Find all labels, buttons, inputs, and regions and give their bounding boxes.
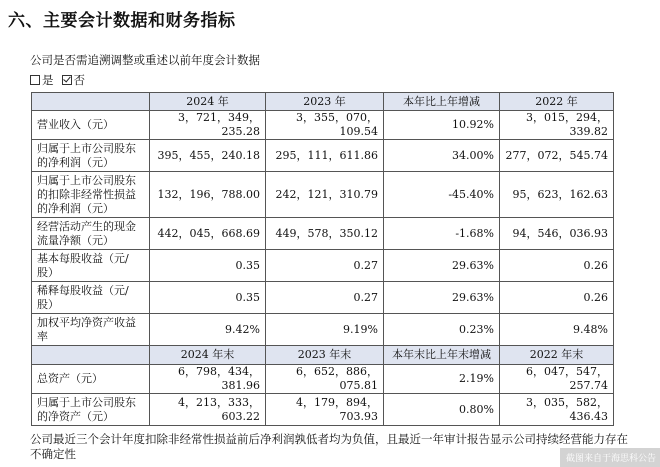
cell-value: 0.27: [266, 250, 384, 282]
header-cell: 2024 年: [150, 93, 266, 111]
table-row: [32, 282, 614, 314]
subheader-cell: 2023 年末: [266, 346, 384, 365]
cell-value: 34.00%: [384, 140, 500, 172]
restatement-question: 公司是否需追溯调整或重述以前年度会计数据: [30, 53, 260, 67]
row-label: 稀释每股收益（元/股）: [32, 282, 150, 314]
cell-value: 3，355，070，109.54: [266, 111, 384, 140]
cell-value: 95，623，162.63: [500, 172, 614, 218]
cell-value: 9.42%: [150, 314, 266, 346]
row-label: 经营活动产生的现金流量净额（元）: [32, 218, 150, 250]
row-label: 归属于上市公司股东的净利润（元）: [32, 140, 150, 172]
cell-value: 2.19%: [384, 365, 500, 394]
cell-value: 0.27: [266, 282, 384, 314]
header-cell: 本年比上年增减: [384, 93, 500, 111]
table-row: [32, 218, 614, 250]
cell-value: 6，047，547，257.74: [500, 365, 614, 394]
cell-value: 0.35: [150, 282, 266, 314]
row-label: 基本每股收益（元/股）: [32, 250, 150, 282]
cell-value: 295，111，611.86: [266, 140, 384, 172]
option-no[interactable]: [62, 72, 86, 88]
cell-value: 395，455，240.18: [150, 140, 266, 172]
table-subheader-row: [32, 346, 614, 365]
cell-value: 4，179，894，703.93: [266, 394, 384, 426]
table-row: [32, 172, 614, 218]
cell-value: 9.19%: [266, 314, 384, 346]
cell-value: 6，798，434，381.96: [150, 365, 266, 394]
cell-value: 0.80%: [384, 394, 500, 426]
footnote: 公司最近三个会计年度扣除非经常性损益前后净利润孰低者均为负值，且最近一年审计报告显示公司持续经营能力存在不确定性: [30, 432, 628, 461]
cell-value: 29.63%: [384, 282, 500, 314]
table-row: [32, 140, 614, 172]
subheader-cell: 本年末比上年末增减: [384, 346, 500, 365]
option-yes-label: 是: [42, 73, 54, 87]
row-label: 营业收入（元）: [32, 111, 150, 140]
table-header-row: [32, 93, 614, 111]
section-title: 六、主要会计数据和财务指标: [8, 11, 236, 31]
row-label: 归属于上市公司股东的净资产（元）: [32, 394, 150, 426]
cell-value: 0.23%: [384, 314, 500, 346]
checkbox-no-checked[interactable]: [62, 75, 72, 85]
cell-value: 29.63%: [384, 250, 500, 282]
cell-value: 9.48%: [500, 314, 614, 346]
header-cell: 2023 年: [266, 93, 384, 111]
source-watermark: 截图来自于海思科公告: [560, 448, 660, 467]
cell-value: 3，721，349，235.28: [150, 111, 266, 140]
subheader-cell: 2022 年末: [500, 346, 614, 365]
cell-value: 0.35: [150, 250, 266, 282]
cell-value: 3，015，294，339.82: [500, 111, 614, 140]
table-row: [32, 111, 614, 140]
option-yes[interactable]: [30, 72, 54, 88]
cell-value: 0.26: [500, 282, 614, 314]
cell-value: 242，121，310.79: [266, 172, 384, 218]
cell-value: 132，196，788.00: [150, 172, 266, 218]
cell-value: 94，546，036.93: [500, 218, 614, 250]
table-row: [32, 394, 614, 426]
table-row: [32, 365, 614, 394]
subheader-cell: [32, 346, 150, 365]
row-label: 总资产（元）: [32, 365, 150, 394]
cell-value: 4，213，333，603.22: [150, 394, 266, 426]
cell-value: 6，652，886，075.81: [266, 365, 384, 394]
cell-value: 3，035，582，436.43: [500, 394, 614, 426]
header-cell: [32, 93, 150, 111]
cell-value: 277，072，545.74: [500, 140, 614, 172]
row-label: 归属于上市公司股东的扣除非经常性损益的净利润（元）: [32, 172, 150, 218]
option-no-label: 否: [73, 73, 85, 87]
cell-value: 0.26: [500, 250, 614, 282]
table-row: [32, 314, 614, 346]
cell-value: -1.68%: [384, 218, 500, 250]
cell-value: 10.92%: [384, 111, 500, 140]
subheader-cell: 2024 年末: [150, 346, 266, 365]
financial-data-table: [31, 92, 614, 426]
row-label: 加权平均净资产收益率: [32, 314, 150, 346]
checkbox-yes[interactable]: [30, 75, 40, 85]
header-cell: 2022 年: [500, 93, 614, 111]
cell-value: 449，578，350.12: [266, 218, 384, 250]
restatement-options: [30, 72, 91, 88]
cell-value: -45.40%: [384, 172, 500, 218]
table-row: [32, 250, 614, 282]
cell-value: 442，045，668.69: [150, 218, 266, 250]
